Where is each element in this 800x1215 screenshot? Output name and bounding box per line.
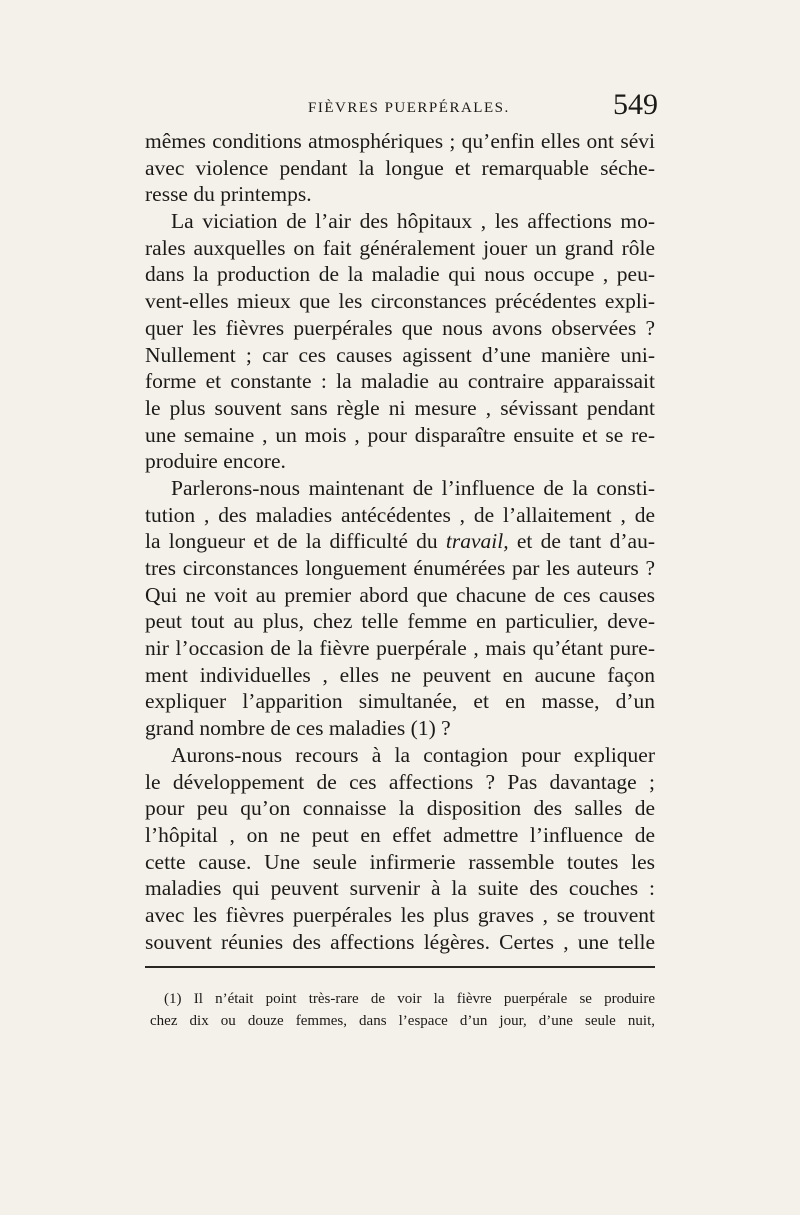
text-segment: et de tant d’au- — [516, 529, 655, 554]
paragraph-start-line: Aurons-nous recours à la contagion pour expliquer — [171, 742, 655, 767]
paragraph-start-line: Parlerons-nous maintenant de l’influence de la consti- — [171, 475, 655, 500]
text-line: Qui ne voit au premier abord que chacune de ces causes — [145, 582, 655, 607]
footnote-line: chez dix ou douze femmes, dans l’espace d’un jour, d’une seule nuit, — [150, 1013, 655, 1029]
running-title: FIÈVRES PUERPÉRALES. — [308, 100, 510, 116]
text-line: tution , des maladies antécédentes , de l’allaitement , de — [145, 502, 655, 527]
text-line: avec les fièvres puerpérales les plus graves , se trouvent — [145, 902, 655, 927]
page-header — [138, 88, 658, 128]
text-line: maladies qui peuvent survenir à la suite des couches : — [145, 876, 655, 901]
text-line: cette cause. Une seule infirmerie rassemble toutes les — [145, 849, 655, 874]
text-line: Nullement ; car ces causes agissent d’une manière uni- — [145, 342, 655, 367]
text-line: le plus souvent sans règle ni mesure , sévissant pendant — [145, 395, 655, 420]
text-line: peut tout au plus, chez telle femme en particulier, deve- — [145, 609, 655, 634]
body-text — [145, 128, 655, 955]
text-line: expliquer l’apparition simultanée, et en masse, d’un — [145, 689, 655, 714]
text-line: pour peu qu’on connaisse la disposition des salles de — [145, 796, 655, 821]
text-line: forme et constante : la maladie au contraire apparaissait — [145, 369, 655, 394]
paragraph-start-line: La viciation de l’air des hôpitaux , les affections mo- — [171, 209, 655, 234]
text-line: l’hôpital , on ne peut en effet admettre l’influence de — [145, 822, 655, 847]
text-line: nir l’occasion de la fièvre puerpérale , mais qu’étant pure- — [145, 636, 655, 661]
text-line: tres circonstances longuement énumérées par les auteurs ? — [145, 556, 655, 580]
text-line: avec violence pendant la longue et remarquable séche- — [145, 155, 655, 180]
text-line: ment individuelles , elles ne peuvent en aucune façon — [145, 662, 655, 687]
footnote — [150, 988, 655, 1032]
text-line: souvent réunies des affections légères. Certes , une telle — [145, 929, 655, 954]
text-line: grand nombre de ces maladies (1) ? — [145, 716, 451, 741]
footnote-line: (1) Il n’était point très-rare de voir la fièvre puerpérale se produire — [164, 991, 655, 1007]
text-line: rales auxquelles on fait généralement jouer un grand rôle — [145, 235, 655, 260]
text-line: dans la production de la maladie qui nous occupe , peu- — [145, 262, 655, 287]
text-line: le développement de ces affections ? Pas davantage ; — [145, 769, 655, 794]
italic-word: travail, — [445, 529, 509, 554]
text-segment: la longueur et de la difficulté du — [145, 529, 438, 554]
text-line: produire encore. — [145, 449, 286, 474]
text-line: quer les fièvres puerpérales que nous avons observées ? — [145, 315, 655, 340]
text-line-with-italic — [145, 528, 655, 555]
page-number: 549 — [613, 88, 658, 121]
text-line: une semaine , un mois , pour disparaître ensuite et se re- — [145, 422, 655, 447]
text-line: mêmes conditions atmosphériques ; qu’enfin elles ont sévi — [145, 129, 655, 153]
text-line: vent-elles mieux que les circonstances précédentes expli- — [145, 289, 655, 314]
text-line: resse du printemps. — [145, 182, 312, 207]
footnote-rule — [145, 966, 655, 968]
